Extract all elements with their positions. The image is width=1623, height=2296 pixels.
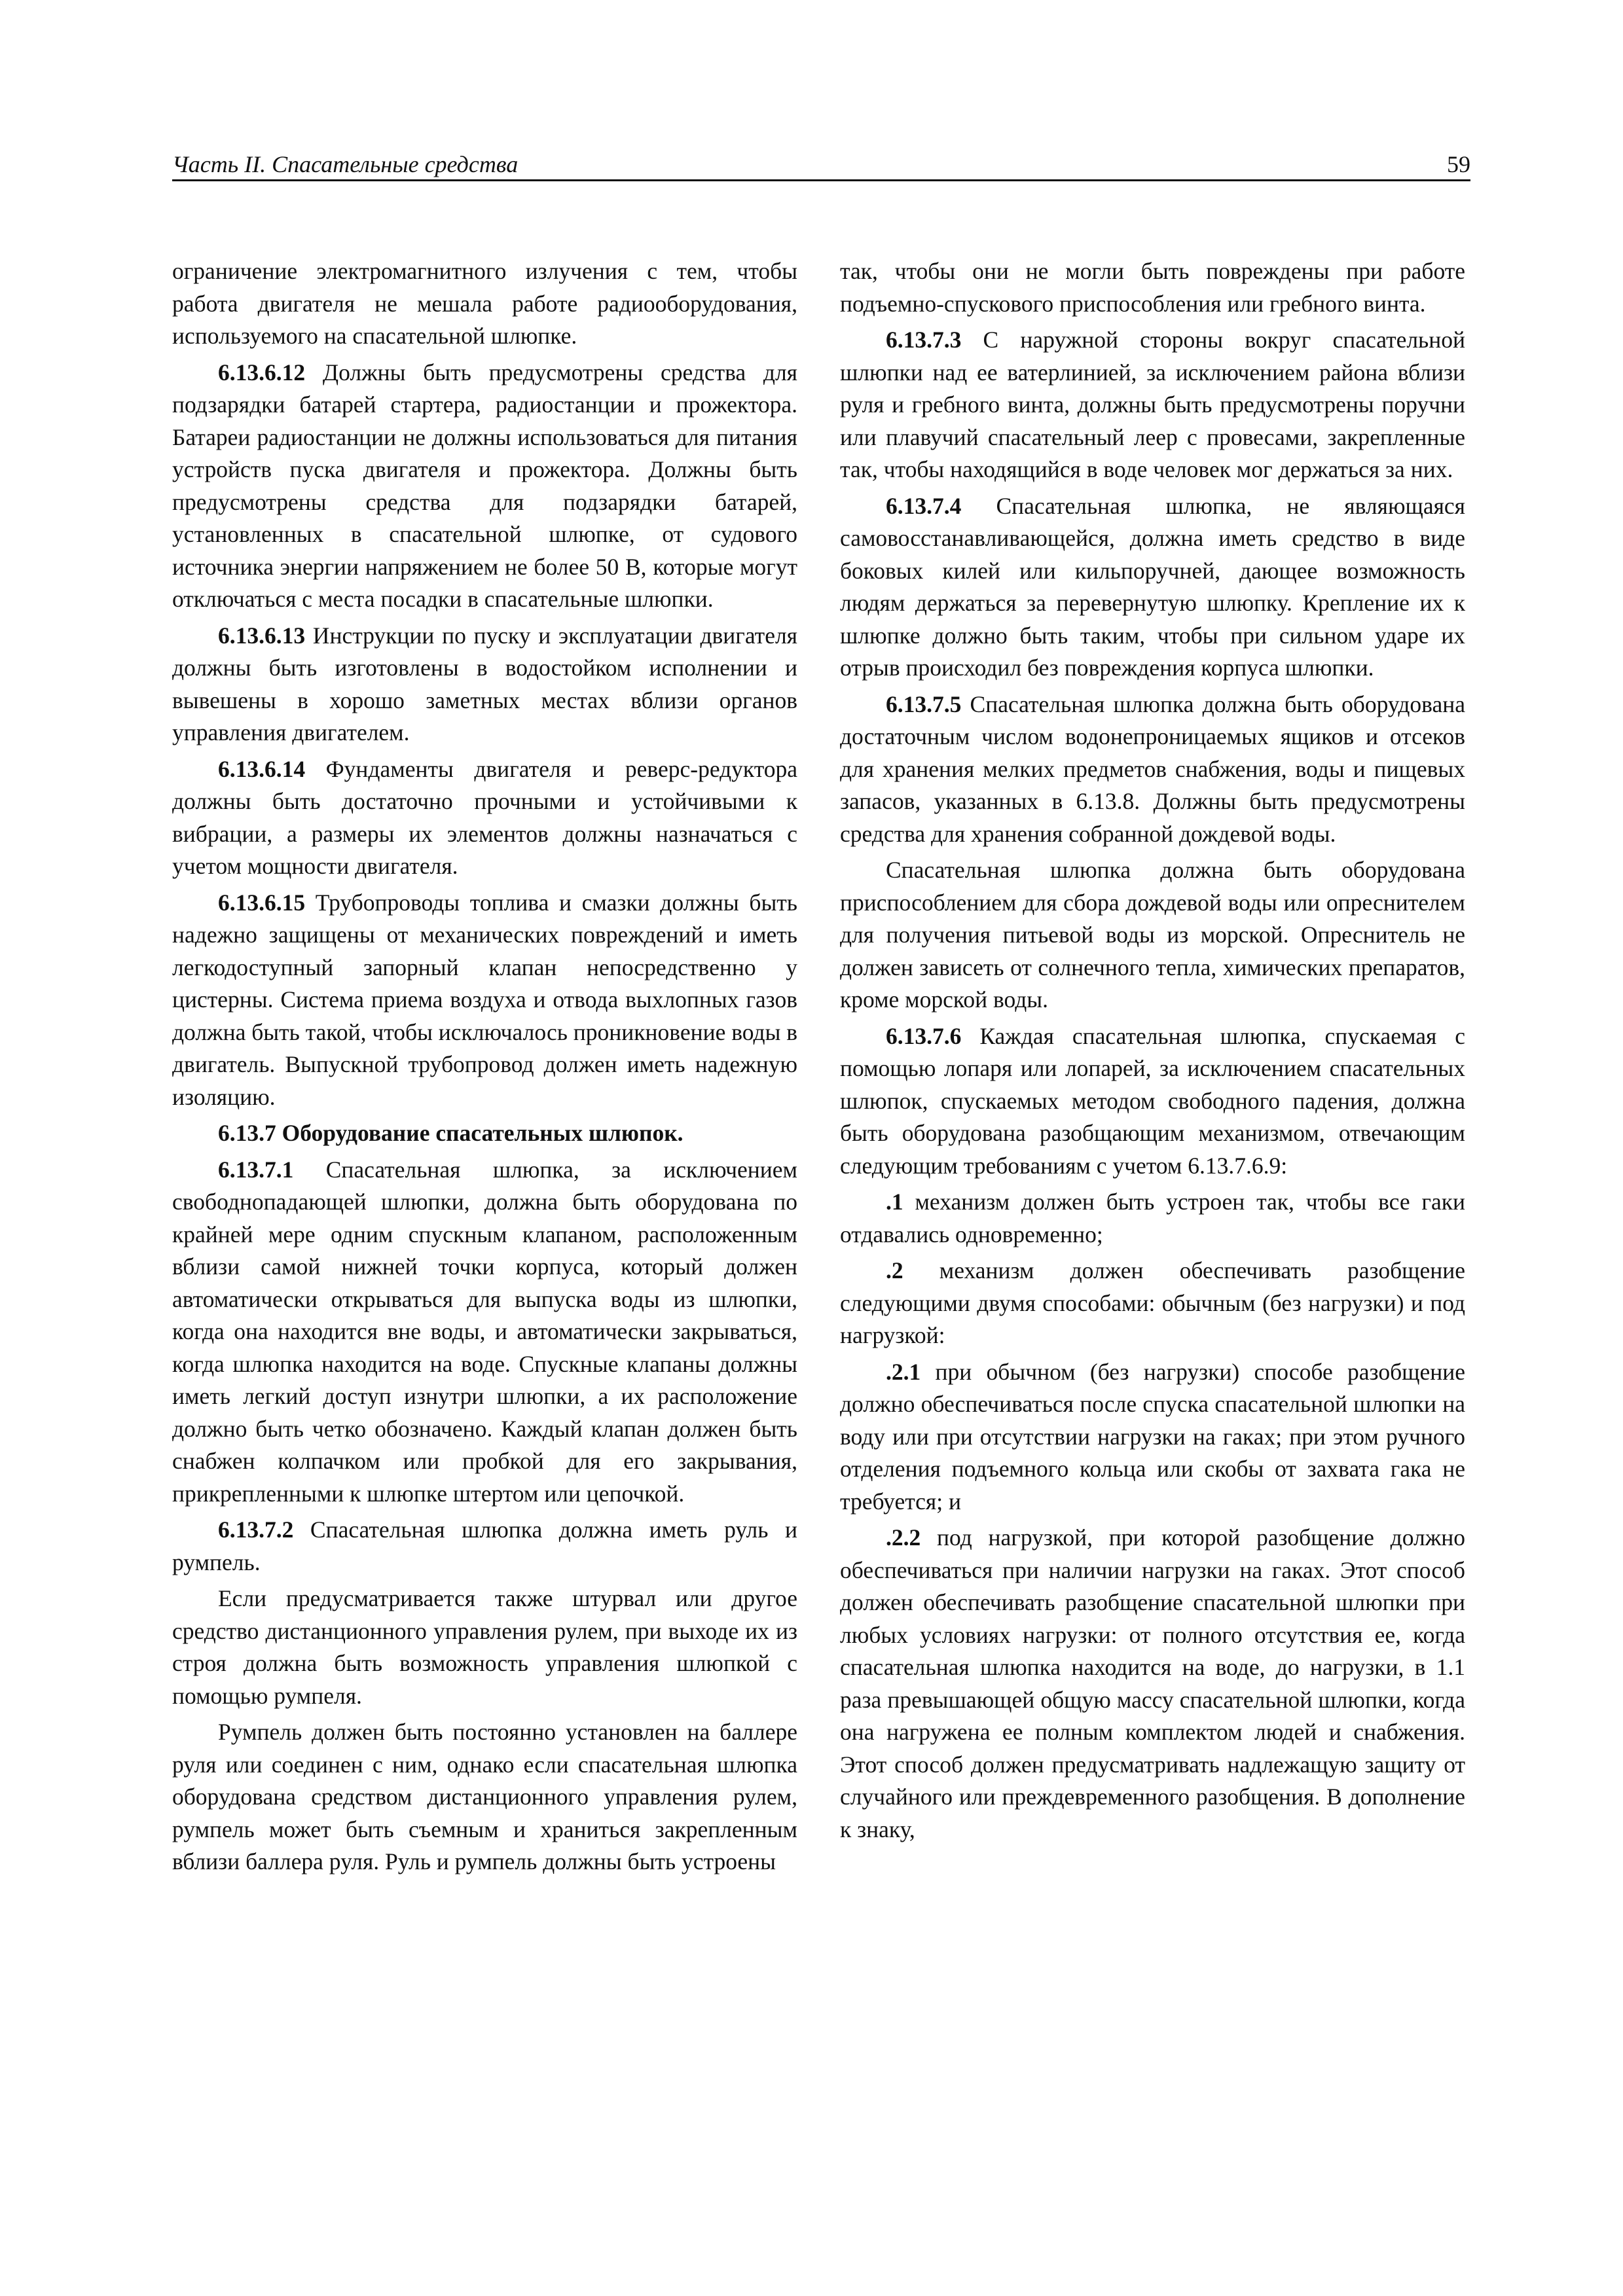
paragraph-tiller: Румпель должен быть постоянно установлен на баллере руля или соединен с ним, однако если спасательная шлюпка оборудована средством дистанционного управления рулем, румпель может быть съемным и храниться закрепленным вблизи баллера руля. Руль и румпель должны быть устроены	[172, 1719, 797, 1874]
paragraph-6-13-7-5: 6.13.7.5 Спасательная шлюпка должна быть оборудована достаточным числом водонепроницаемых ящиков и отсеков для хранения мелких предметов снабжения, воды и пищевых запасов, указанных в 6.13.8. Должны быть предусмотрены средства для хранения собранной дождевой воды.	[840, 691, 1465, 847]
header-rule	[172, 179, 1470, 181]
clause-number: 6.13.6.12	[218, 359, 306, 386]
paragraph-6-13-7-2: 6.13.7.2 Спасательная шлюпка должна иметь руль и румпель.	[172, 1516, 797, 1575]
clause-number: 6.13.7.3	[886, 327, 962, 353]
paragraph-rainwater: Спасательная шлюпка должна быть оборудована приспособлением для сбора дождевой воды или опреснителем для получения питьевой воды из морской. Опреснитель не должен зависеть от солнечного тепла, химических препаратов, кроме морской воды.	[840, 857, 1465, 1013]
list-item-1: .1 механизм должен быть устроен так, чтобы все гаки отдавались одновременно;	[840, 1189, 1465, 1247]
list-item-2-1: .2.1 при обычном (без нагрузки) способе разобщение должно обеспечиваться после спуска спасательной шлюпки на воду или при отсутствии нагрузки на гаках; при этом ручного отделения подъемного кольца или скобы от захвата гака не требуется; и	[840, 1358, 1465, 1515]
paragraph-6-13-6-15: 6.13.6.15 Трубопроводы топлива и смазки должны быть надежно защищены от механических повреждений и иметь легкодоступный запорный клапан непосредственно у цистерны. Система приема воздуха и отвода выхлопных газов должна быть такой, чтобы исключалось проникновение воды в двигатель. Выпускной трубопровод должен иметь надежную изоляцию.	[172, 889, 797, 1110]
clause-number: 6.13.7.1	[218, 1156, 294, 1183]
running-header-title: Часть II. Спасательные средства	[172, 151, 519, 177]
list-item-2: .2 механизм должен обеспечивать разобщение следующими двумя способами: обычным (без нагрузки) и под нагрузкой:	[840, 1257, 1465, 1348]
right-column	[840, 255, 1465, 1846]
clause-number: 6.13.7.6	[886, 1022, 962, 1049]
paragraph-6-13-6-14: 6.13.6.14 Фундаменты двигателя и реверс-редуктора должны быть достаточно прочными и устойчивыми к вибрации, а размеры их элементов должны назначаться с учетом мощности двигателя.	[172, 755, 797, 879]
paragraph-6-13-6-12: 6.13.6.12 Должны быть предусмотрены средства для подзарядки батарей стартера, радиостанции и прожектора. Батареи радиостанции не должны использоваться для питания устройств пуска двигателя и прожектора. Должны быть предусмотрены средства для подзарядки батарей, установленных в спасательной шлюпке, от судового источника энергии напряжением не более 50 В, которые могут отключаться с места посадки в спасательные шлюпки.	[172, 359, 797, 612]
paragraph-6-13-6-13: 6.13.6.13 Инструкции по пуску и эксплуатации двигателя должны быть изготовлены в водостойком исполнении и вывешены в хорошо заметных местах вблизи органов управления двигателем.	[172, 622, 797, 745]
left-column	[172, 255, 797, 1878]
paragraph-6-13-7-3: 6.13.7.3 С наружной стороны вокруг спасательной шлюпки над ее ватерлинией, за исключением района вблизи руля и гребного винта, должны быть предусмотрены поручни или плавучий спасательный леер с провесами, закрепленные так, чтобы находящийся в воде человек мог держаться за них.	[840, 327, 1465, 482]
paragraph-steering-wheel: Если предусматривается также штурвал или другое средство дистанционного управления рулем, при выходе их из строя должна быть возможность управления шлюпкой с помощью румпеля.	[172, 1585, 797, 1709]
paragraph-continuation: ограничение электромагнитного излучения с тем, чтобы работа двигателя не мешала работе радиооборудования, используемого на спасательной шлюпке.	[172, 258, 797, 349]
clause-number: 6.13.7.5	[886, 691, 962, 717]
item-number: .2.1	[886, 1358, 921, 1385]
clause-number: 6.13.7.4	[886, 492, 962, 519]
clause-number: 6.13.6.15	[218, 889, 306, 916]
paragraph-6-13-7-6: 6.13.7.6 Каждая спасательная шлюпка, спускаемая с помощью лопаря или лопарей, за исключением спасательных шлюпок, спускаемых методом свободного падения, должна быть оборудована разобщающим механизмом, отвечающим следующим требованиям с учетом 6.13.7.6.9:	[840, 1022, 1465, 1179]
item-number: .2	[886, 1257, 903, 1283]
item-number: .1	[886, 1189, 903, 1215]
running-header	[172, 145, 1470, 181]
page-number: 59	[1447, 151, 1470, 177]
paragraph-continuation: так, чтобы они не могли быть повреждены при работе подъемно-спускового приспособления или гребного винта.	[840, 258, 1465, 317]
list-item-2-2: .2.2 под нагрузкой, при которой разобщение должно обеспечиваться при наличии нагрузки на гаках. Этот способ должен обеспечивать разобщение спасательной шлюпки при любых условиях нагрузки: от полного отсутствия ее, когда спасательная шлюпка находится на воде, до нагрузки, в 1.1 раза превышающей общую массу спасательной шлюпки, когда она нагружена ее полным комплектом людей и снабжения. Этот способ должен предусматривать надлежащую защиту от случайного или преждевременного разобщения. В дополнение к знаку,	[840, 1524, 1465, 1842]
paragraph-6-13-7-4: 6.13.7.4 Спасательная шлюпка, не являющаяся самовосстанавливающейся, должна иметь средство в виде боковых килей или кильпоручней, дающее возможность людям держаться за перевернутую шлюпку. Крепление их к шлюпке должно быть таким, чтобы при сильном ударе их отрыв происходил без повреждения корпуса шлюпки.	[840, 492, 1465, 681]
clause-number: 6.13.6.13	[218, 622, 306, 649]
clause-number: 6.13.7.2	[218, 1516, 294, 1543]
section-heading-6-13-7: 6.13.7 Оборудование спасательных шлюпок.	[218, 1120, 684, 1146]
clause-number: 6.13.6.14	[218, 755, 306, 782]
item-number: .2.2	[886, 1524, 921, 1551]
paragraph-6-13-7-1: 6.13.7.1 Спасательная шлюпка, за исключением свободнопадающей шлюпки, должна быть оборудована по крайней мере одним спускным клапаном, расположенным вблизи самой нижней точки корпуса, который должен автоматически открываться для выпуска воды из шлюпки, когда она находится вне воды, и автоматически закрываться, когда шлюпка находится на воде. Спускные клапаны должны иметь легкий доступ изнутри шлюпки, а их расположение должно быть четко обозначено. Каждый клапан должен быть снабжен колпачком или пробкой для его закрывания, прикрепленными к шлюпке штертом или цепочкой.	[172, 1156, 797, 1507]
